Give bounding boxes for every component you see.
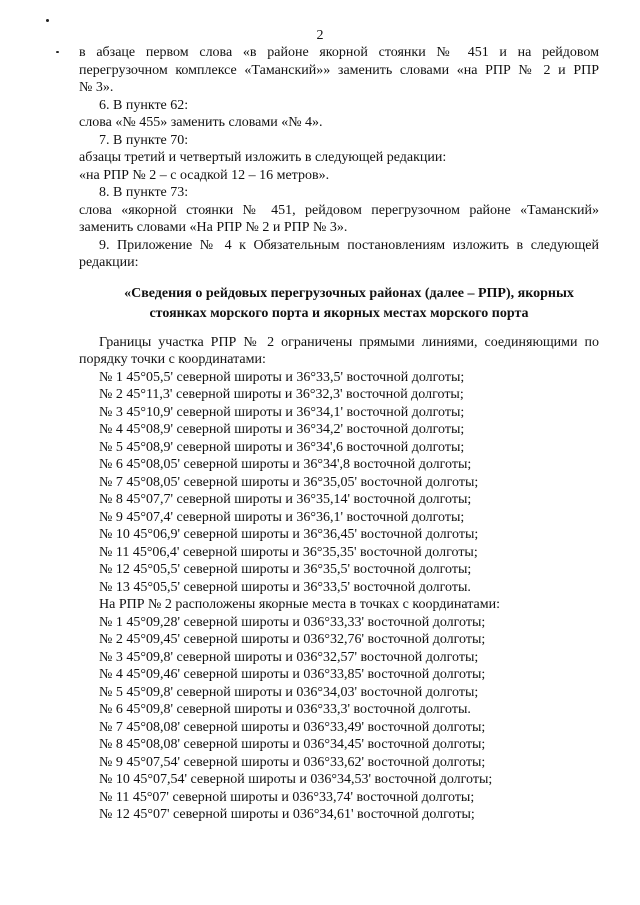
anchorage-intro: На РПР № 2 расположены якорные места в точках с координатами:	[99, 597, 500, 612]
anchor-point: № 1 45°09,28' северной широты и 036°33,33' восточной долготы;	[99, 614, 486, 630]
paragraph-line: 9. Приложение № 4 к Обязательным постановлениям изложить в следующей	[99, 237, 599, 253]
anchor-point: № 8 45°08,08' северной широты и 036°34,45' восточной долготы;	[99, 737, 486, 752]
title-line: «Сведения о рейдовых перегрузочных районах (далее – РПР), якорных	[124, 285, 574, 301]
boundary-point: № 13 45°05,5' северной широты и 36°33,5' восточной долготы.	[99, 579, 471, 595]
paragraph-line: «на РПР № 2 – с осадкой 12 – 16 метров».	[79, 167, 330, 183]
paragraph-line: слова «№ 455» заменить словами «№ 4».	[79, 115, 323, 130]
boundary-point: № 7 45°08,05' северной широты и 36°35,05' восточной долготы;	[99, 474, 479, 490]
paragraph-line: Границы участка РПР № 2 ограничены прямыми линиями, соединяющими по	[99, 334, 599, 350]
paragraph-line: 6. В пункте 62:	[99, 97, 189, 113]
rpr2-boundary-intro	[79, 334, 599, 369]
boundary-point: № 3 45°10,9' северной широты и 36°34,1' восточной долготы;	[99, 404, 465, 420]
anchor-point: № 2 45°09,45' северной широты и 036°32,76' восточной долготы;	[99, 632, 486, 647]
boundary-point: № 4 45°08,9' северной широты и 36°34,2' восточной долготы;	[99, 422, 465, 437]
appendix-title	[79, 284, 599, 324]
anchor-point: № 11 45°07' северной широты и 036°33,74' восточной долготы;	[99, 789, 475, 805]
paragraph-line: заменить словами «На РПР № 2 и РПР № 3».	[79, 220, 348, 235]
rpr2-boundary-list	[79, 369, 599, 597]
title-line: стоянках морского порта и якорных местах морского порта	[149, 305, 529, 321]
boundary-point: № 5 45°08,9' северной широты и 36°34',6 восточной долготы;	[99, 439, 465, 455]
boundary-point: № 10 45°06,9' северной широты и 36°36,45' восточной долготы;	[99, 527, 479, 542]
paragraph-line: 8. В пункте 73:	[99, 185, 189, 200]
anchor-point: № 6 45°09,8' северной широты и 036°33,3' восточной долготы.	[99, 702, 471, 717]
paragraph-line: перегрузочном комплексе «Таманский»» заменить словами «на РПР № 2 и РПР	[79, 62, 599, 78]
rpr2-anchor-list	[79, 614, 599, 824]
paragraph-line: в абзаце первом слова «в районе якорной стоянки № 451 и на рейдовом	[79, 45, 599, 60]
boundary-point: № 12 45°05,5' северной широты и 36°35,5' восточной долготы;	[99, 562, 472, 577]
anchor-point: № 4 45°09,46' северной широты и 036°33,85' восточной долготы;	[99, 667, 486, 682]
anchor-point: № 9 45°07,54' северной широты и 036°33,62' восточной долготы;	[99, 754, 486, 770]
page-number: 2	[316, 28, 324, 43]
paragraph-line: 7. В пункте 70:	[99, 132, 189, 148]
anchor-point: № 12 45°07' северной широты и 036°34,61' восточной долготы;	[99, 807, 475, 822]
boundary-point: № 6 45°08,05' северной широты и 36°34',8 восточной долготы;	[99, 457, 472, 472]
amendments-section	[79, 44, 599, 272]
boundary-point: № 11 45°06,4' северной широты и 36°35,35' восточной долготы;	[99, 544, 478, 560]
paragraph-line: слова «якорной стоянки № 451, рейдовом перегрузочном районе «Таманский»	[79, 202, 599, 218]
anchor-point: № 3 45°09,8' северной широты и 036°32,57' восточной долготы;	[99, 649, 479, 665]
paragraph-line: № 3».	[79, 80, 114, 95]
paragraph-line: редакции:	[79, 255, 139, 270]
document-body	[79, 44, 599, 824]
scan-speck	[56, 51, 59, 53]
anchor-point: № 5 45°09,8' северной широты и 036°34,03' восточной долготы;	[99, 684, 479, 700]
scan-speck	[46, 19, 49, 22]
boundary-point: № 2 45°11,3' северной широты и 36°32,3' восточной долготы;	[99, 387, 464, 402]
anchor-point: № 7 45°08,08' северной широты и 036°33,49' восточной долготы;	[99, 719, 486, 735]
paragraph-line: порядку точки с координатами:	[79, 352, 266, 367]
boundary-point: № 9 45°07,4' северной широты и 36°36,1' восточной долготы;	[99, 509, 465, 525]
paragraph-line: абзацы третий и четвертый изложить в следующей редакции:	[79, 150, 447, 165]
anchor-point: № 10 45°07,54' северной широты и 036°34,53' восточной долготы;	[99, 772, 493, 787]
boundary-point: № 1 45°05,5' северной широты и 36°33,5' восточной долготы;	[99, 369, 465, 385]
boundary-point: № 8 45°07,7' северной широты и 36°35,14' восточной долготы;	[99, 492, 472, 507]
